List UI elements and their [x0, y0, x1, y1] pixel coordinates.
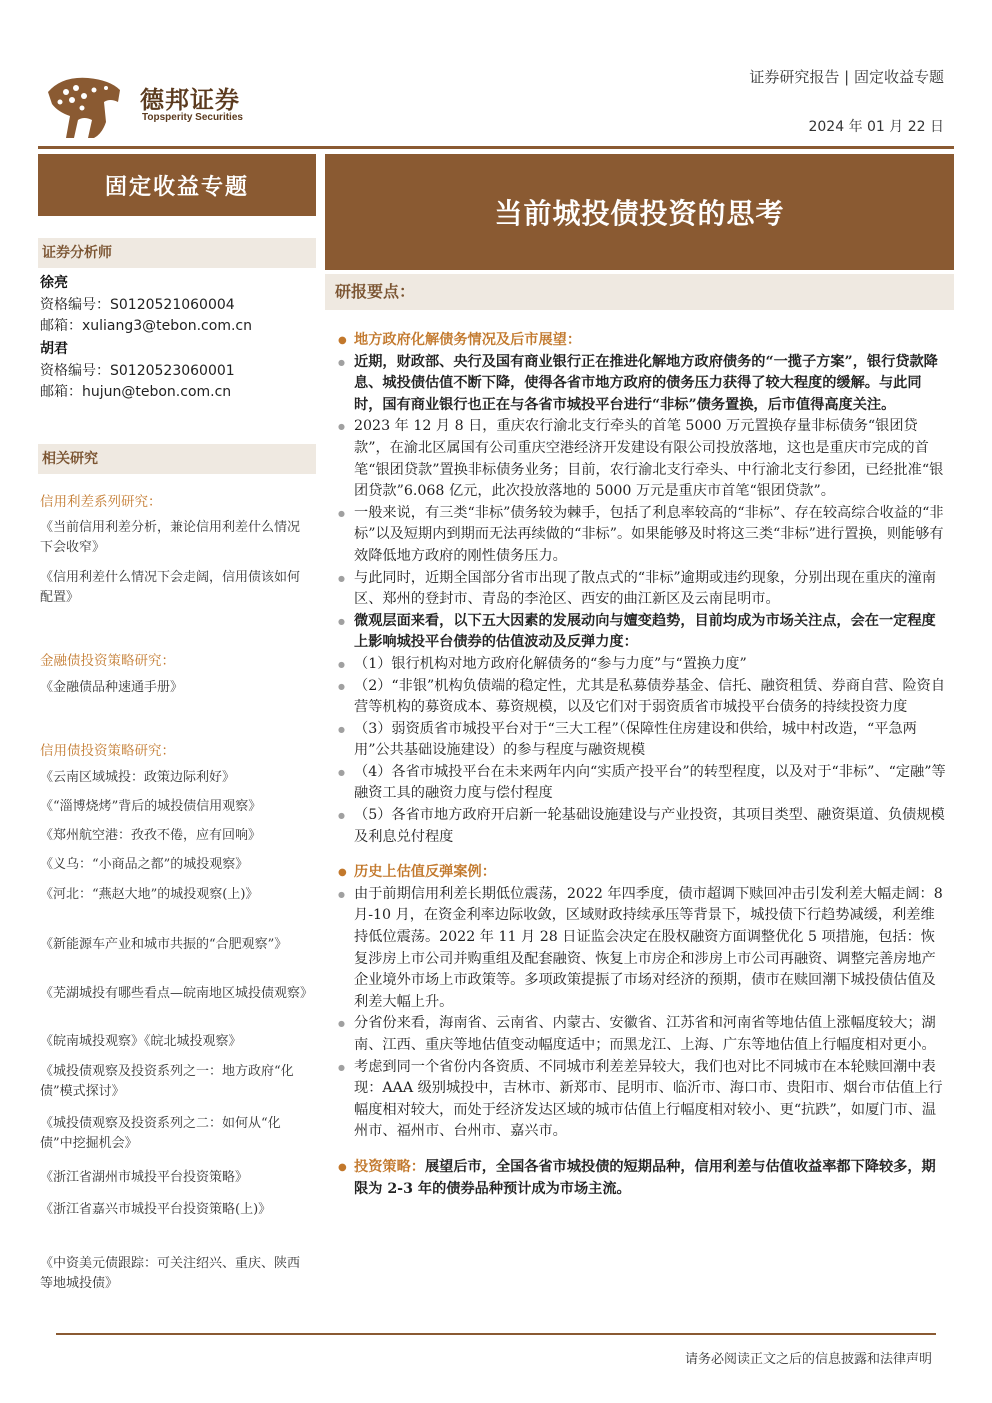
document-date: 2024 年 01 月 22 日 [808, 119, 944, 135]
related-report-link[interactable]: 《芜湖城投有哪些看点—皖南地区城投债观察》 [40, 986, 314, 1001]
related-report-link[interactable]: 《义乌：“小商品之都”的城投观察》 [40, 857, 249, 872]
factor-item: ● （1）银行机构对地方政府化解债务的“参与力度”与“置换力度” [338, 654, 948, 676]
analyst-name: 徐亮 [40, 275, 68, 291]
summary-content [338, 330, 948, 1200]
related-report-link[interactable]: 《浙江省湖州市城投平台投资策略》 [40, 1170, 249, 1185]
bullet-paragraph: ● 2023 年 12 月 8 日，重庆农行渝北支行牵头的首笔 5000 万元置换存量非标债务“银团贷款”，在渝北区属国有公司重庆空港经济开发建设有限公司投放落地，这也是重庆市完成的首笔“银团贷款”置换非标债务业务；目前，农行渝北支行牵头、中行渝北支行参团，已经批准“银团贷款”6.068 亿元，此次投放落地的 5000 万元是重庆市首笔“银团贷款”。 [338, 416, 948, 502]
category-banner: 固定收益专题 [38, 154, 316, 216]
document-type: 证券研究报告 | 固定收益专题 [749, 68, 944, 86]
brand-name-en: Topsperity Securities [142, 112, 243, 123]
related-report-link[interactable]: 《浙江省嘉兴市城投平台投资策略(上)》 [40, 1202, 272, 1217]
bullet-paragraph: ● 考虑到同一个省份内各资质、不同城市利差差异较大，我们也对比不同城市在本轮赎回潮中表现：AAA 级别城投中，吉林市、新郑市、昆明市、临沂市、海口市、贵阳市、烟台市估值上行幅度相对较大，而处于经济发达区域的城市估值上行幅度相对较小、更“抗跌”，如厦门市、温州市、福州市、台州市、嘉兴市。 [338, 1057, 948, 1143]
research-group-title: 信用债投资策略研究： [40, 743, 175, 759]
related-report-link[interactable]: 《新能源车产业和城市共振的“合肥观察”》 [40, 937, 288, 952]
related-report-link[interactable]: 《城投债观察及投资系列之二：如何从“化债”中挖掘机会》 [40, 1116, 281, 1151]
footer-divider [56, 1333, 936, 1335]
analyst-cert: 资格编号：S0120521060004 [40, 297, 235, 313]
research-group-title: 金融债投资策略研究： [40, 653, 175, 669]
header-divider [38, 146, 954, 149]
related-research-heading: 相关研究 [38, 444, 316, 474]
summary-heading: 研报要点： [325, 274, 954, 310]
factor-item: ● （4）各省市城投平台在未来两年内向“实质产投平台”的转型程度，以及对于“非标”、“定融”等融资工具的融资力度与偿付程度 [338, 762, 948, 805]
related-report-link[interactable]: 《城投债观察及投资系列之一：地方政府“化债”模式探讨》 [40, 1064, 294, 1099]
section-heading: ● 历史上估值反弹案例： [338, 862, 948, 884]
bullet-paragraph: ● 分省份来看，海南省、云南省、内蒙古、安徽省、江苏省和河南省等地估值上涨幅度较大；湖南、江西、重庆等地估值变动幅度适中；而黑龙江、上海、广东等地估值上行幅度相对更小。 [338, 1013, 948, 1056]
disclaimer-note: 请务必阅读正文之后的信息披露和法律声明 [684, 1352, 932, 1367]
related-report-link[interactable]: 《中资美元债跟踪：可关注绍兴、重庆、陕西等地城投债》 [40, 1256, 301, 1291]
bullet-paragraph: ● 近期，财政部、央行及国有商业银行正在推进化解地方政府债务的“一揽子方案”，银行贷款降息、城投债估值不断下降，使得各省市地方政府的债务压力获得了较大程度的缓解。与此同时，国有商业银行也正在与各省市城投平台进行“非标”债务置换，后市值得高度关注。 [338, 352, 948, 417]
related-report-link[interactable]: 《信用利差什么情况下会走阔，信用债该如何配置》 [40, 570, 301, 605]
investment-strategy [338, 1157, 948, 1200]
brand-name: 德邦证券 [140, 85, 240, 114]
research-group-title: 信用利差系列研究： [40, 494, 162, 510]
analysts-heading: 证券分析师 [38, 238, 316, 268]
related-report-link[interactable]: 《云南区域城投：政策边际利好》 [40, 770, 236, 785]
bullet-paragraph: ● 由于前期信用利差长期低位震荡，2022 年四季度，债市超调下赎回冲击引发利差大幅走阔：8 月-10 月，在资金利率边际收敛，区域财政持续承压等背景下，城投债下行趋势减缓，利差维持低位震荡。2022 年 11 月 28 日证监会决定在股权融资方面调整优化 5 项措施，包括：恢复涉房上市公司并购重组及配套融资、恢复上市房企和涉房上市公司再融资、调整完善房地产企业境外市场上市政策等。多项政策提振了市场对经济的预期，债市在赎回潮下城投债估值及利差大幅上升。 [338, 884, 948, 1014]
tebon-leopard-logo-icon [44, 72, 124, 140]
investment-strategy-label: 投资策略： [354, 1158, 425, 1175]
bullet-paragraph: ● 微观层面来看，以下五大因素的发展动向与嬗变趋势，目前均成为市场关注点，会在一定程度上影响城投平台债券的估值波动及反弹力度： [338, 611, 948, 654]
analyst-name: 胡君 [40, 341, 68, 357]
investment-strategy-text: 展望后市，全国各省市城投债的短期品种，信用利差与估值收益率都下降较多，期限为 2-3 年的债券品种预计成为市场主流。 [354, 1158, 936, 1197]
related-report-link[interactable]: 《当前信用利差分析，兼论信用利差什么情况下会收窄》 [40, 520, 301, 555]
factor-item: ● （2）“非银”机构负债端的稳定性，尤其是私募债券基金、信托、融资租赁、券商自营、险资自营等机构的募资成本、募资规模，以及它们对于弱资质省市城投平台债务的持续投资力度 [338, 676, 948, 719]
related-report-link[interactable]: 《皖南城投观察》《皖北城投观察》 [40, 1034, 242, 1049]
related-report-link[interactable]: 《金融债品种速通手册》 [40, 680, 184, 695]
analyst-email[interactable]: 邮箱：hujun@tebon.com.cn [40, 384, 232, 400]
section-heading: ● 地方政府化解债务情况及后市展望： [338, 330, 948, 352]
factor-item: ● （3）弱资质省市城投平台对于“三大工程”（保障性住房建设和供给，城中村改造，“平急两用”公共基础设施建设）的参与程度与融资规模 [338, 719, 948, 762]
bullet-paragraph: ● 与此同时，近期全国部分省市出现了散点式的“非标”逾期或违约现象，分别出现在重庆的潼南区、郑州的登封市、青岛的李沧区、西安的曲江新区及云南昆明市。 [338, 568, 948, 611]
related-report-link[interactable]: 《“淄博烧烤”背后的城投债信用观察》 [40, 799, 262, 814]
report-title: 当前城投债投资的思考 [325, 154, 954, 270]
analyst-cert: 资格编号：S0120523060001 [40, 363, 235, 379]
bullet-paragraph: ● 一般来说，有三类“非标”债务较为棘手，包括了利息率较高的“非标”、存在较高综合收益的“非标”以及短期内到期而无法再续做的“非标”。如果能够及时将这三类“非标”进行置换，则能够有效降低地方政府的刚性债务压力。 [338, 503, 948, 568]
analyst-email[interactable]: 邮箱：xuliang3@tebon.com.cn [40, 318, 252, 334]
related-report-link[interactable]: 《河北：“燕赵大地”的城投观察(上)》 [40, 887, 259, 902]
factor-item: ● （5）各省市地方政府开启新一轮基础设施建设与产业投资，其项目类型、融资渠道、负债规模及利息兑付程度 [338, 805, 948, 848]
related-report-link[interactable]: 《郑州航空港：孜孜不倦，应有回响》 [40, 828, 262, 843]
